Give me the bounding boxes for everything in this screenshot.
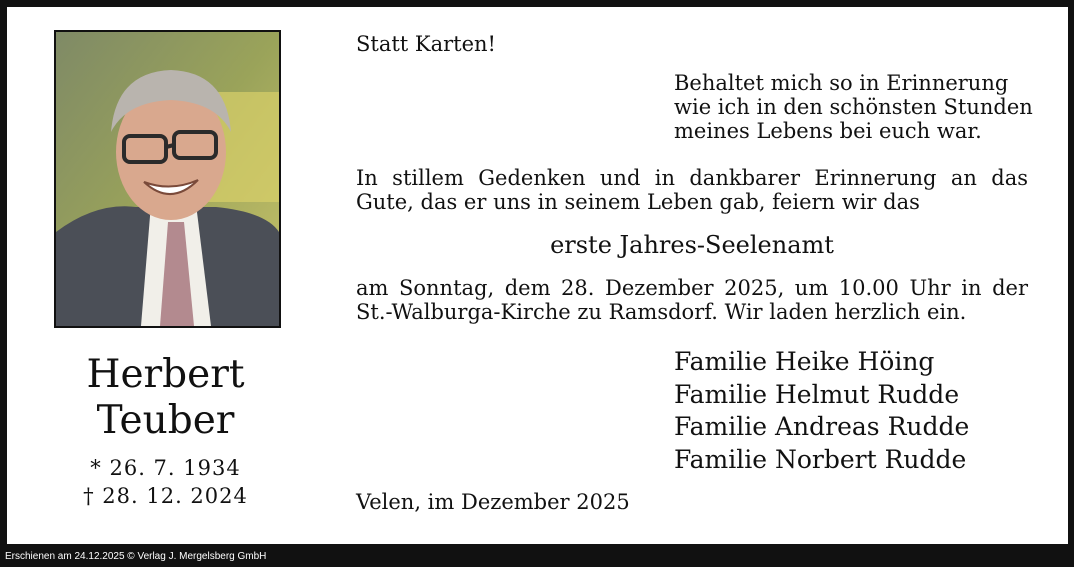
family-name: Familie Helmut Rudde	[674, 379, 960, 409]
memorial-quote	[674, 71, 1054, 143]
family-name: Familie Norbert Rudde	[674, 444, 967, 474]
event-title: erste Jahres-Seelenamt	[550, 231, 834, 259]
family-list	[674, 346, 969, 476]
place-date: Velen, im Dezember 2025	[356, 490, 630, 514]
deceased-name-block	[47, 352, 284, 510]
obituary-card	[7, 7, 1068, 544]
portrait-image	[56, 32, 279, 326]
family-name: Familie Andreas Rudde	[674, 412, 970, 441]
quote-line: wie ich in den schönsten Stunden	[674, 95, 1033, 119]
event-details: am Sonntag, dem 28. Dezember 2025, um 10.00 Uhr in der St.-Walburga-Kirche zu Ramsdorf. Wir laden herzlich ein.	[356, 276, 1028, 324]
death-date: † 28. 12. 2024	[83, 484, 248, 508]
quote-line: meines Lebens bei euch war.	[674, 119, 982, 143]
family-name: Familie Heike Höing	[674, 347, 935, 376]
birth-date: * 26. 7. 1934	[90, 456, 241, 480]
portrait-photo	[54, 30, 281, 328]
deceased-last-name: Teuber	[96, 398, 235, 443]
quote-line: Behaltet mich so in Erinnerung	[674, 71, 1009, 95]
memorial-paragraph: In stillem Gedenken und in dankbarer Erinnerung an das Gute, das er uns in seinem Leben gab, feiern wir das	[356, 166, 1028, 214]
deceased-first-name: Herbert	[86, 352, 245, 397]
notice-heading: Statt Karten!	[356, 32, 496, 56]
life-dates	[47, 454, 284, 510]
publication-footer: Erschienen am 24.12.2025 © Verlag J. Mergelsberg GmbH	[5, 551, 267, 562]
